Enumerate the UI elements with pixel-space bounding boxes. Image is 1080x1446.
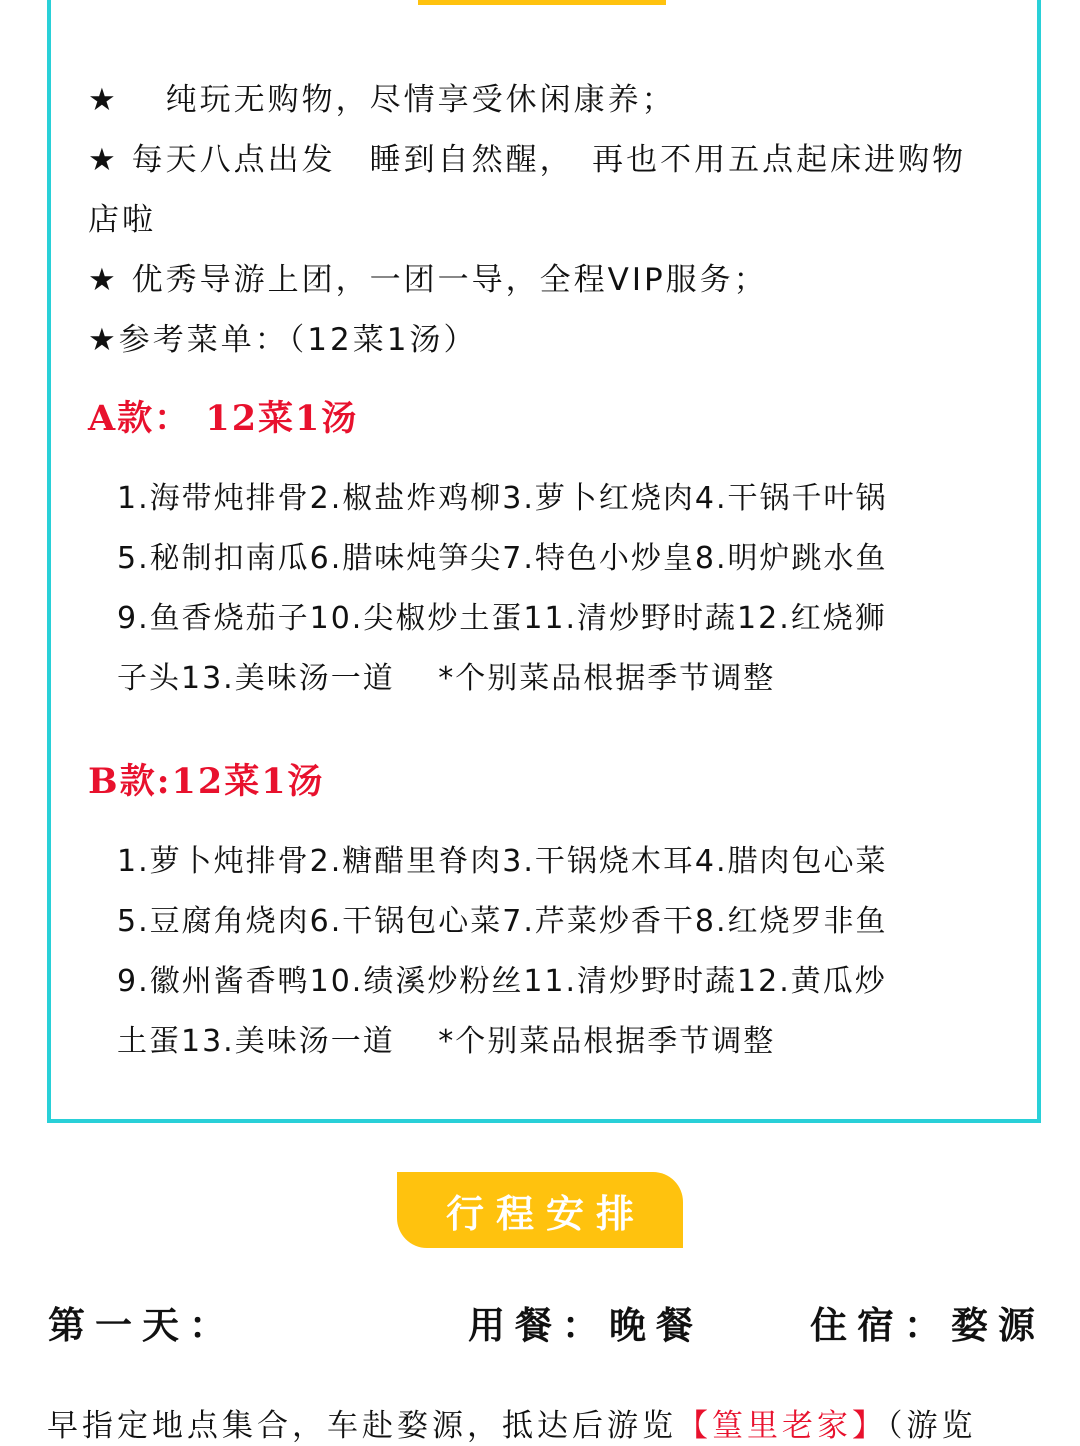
day1-meal: 用餐：晚餐 <box>468 1304 703 1347</box>
day1-intro-end: （游览 <box>887 1408 977 1444</box>
day1-intro-highlight: 【篁里老家】 <box>677 1408 887 1444</box>
highlight-guide-service: ★ 优秀导游上团，一团一导，全程VIP服务； <box>88 262 768 298</box>
highlight-departure-time-cont: 店啦 <box>88 202 156 238</box>
menu-b-line: 1.萝卜炖排骨2.糖醋里脊肉3.干锅烧木耳4.腊肉包心菜 <box>117 844 888 879</box>
menu-b-line: 5.豆腐角烧肉6.干锅包心菜7.芹菜炒香干8.红烧罗非鱼 <box>117 904 888 939</box>
day1-intro <box>47 1406 977 1446</box>
menu-a-title: A款： 12菜1汤 <box>88 398 359 439</box>
highlight-no-shopping: ★ 纯玩无购物，尽情享受休闲康养； <box>88 82 676 118</box>
menu-a-line: 5.秘制扣南瓜6.腊味炖笋尖7.特色小炒皇8.明炉跳水鱼 <box>117 541 888 576</box>
highlight-departure-time: ★ 每天八点出发 睡到自然醒， 再也不用五点起床进购物 <box>88 142 967 178</box>
day1-stay: 住宿：婺源 <box>810 1304 1045 1347</box>
itinerary-section-badge <box>397 1172 683 1248</box>
menu-b-title: B款:12菜1汤 <box>88 761 325 802</box>
day1-label: 第一天： <box>48 1304 236 1347</box>
itinerary-section-title: 行程安排 <box>445 1191 646 1236</box>
highlight-menu-ref: ★参考菜单：（12菜1汤） <box>88 322 478 358</box>
menu-a-line: 子头13.美味汤一道 *个别菜品根据季节调整 <box>117 661 776 696</box>
menu-b-line: 9.徽州酱香鸭10.绩溪炒粉丝11.清炒野时蔬12.黄瓜炒 <box>117 964 887 999</box>
menu-b-line: 土蛋13.美味汤一道 *个别菜品根据季节调整 <box>117 1024 776 1059</box>
day1-intro-start: 早指定地点集合，车赴婺源，抵达后游览 <box>47 1408 677 1444</box>
menu-a-line: 9.鱼香烧茄子10.尖椒炒土蛋11.清炒野时蔬12.红烧狮 <box>117 601 887 636</box>
menu-a-line: 1.海带炖排骨2.椒盐炸鸡柳3.萝卜红烧肉4.干锅千叶锅 <box>117 481 888 516</box>
